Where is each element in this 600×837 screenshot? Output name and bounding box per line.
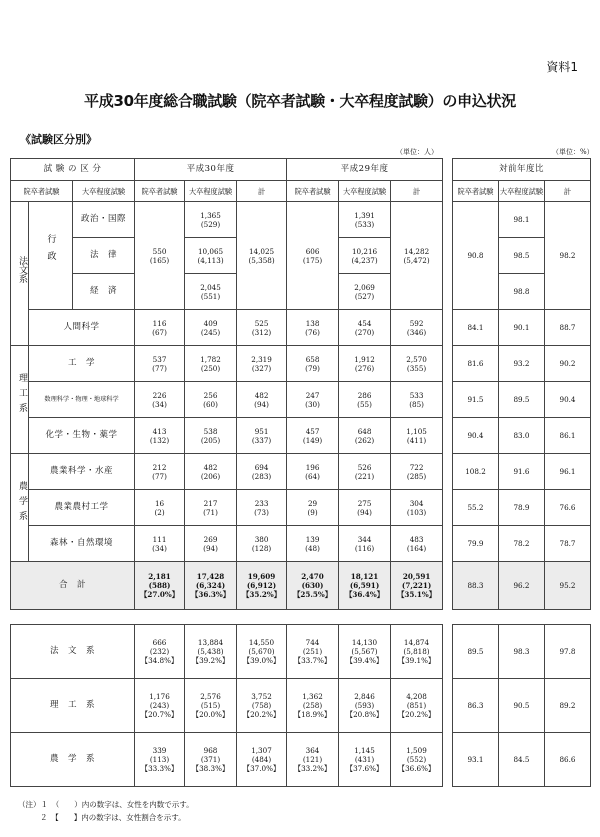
row-label-agr-sum: 農 学 系 bbox=[11, 733, 135, 787]
ratio-total-g: 88.3 bbox=[453, 562, 499, 610]
ratio-suri-g: 91.5 bbox=[453, 382, 499, 418]
ratio-table bbox=[452, 158, 591, 610]
group-label-gyosei-text: 行政 bbox=[45, 234, 56, 268]
cell-nogyo-u29: 526 (221) bbox=[339, 454, 391, 490]
cell-nogyo-t29: 722 (285) bbox=[391, 454, 443, 490]
ratio-nogyo-t: 96.1 bbox=[545, 454, 591, 490]
ratio-sci-sum-t: 89.2 bbox=[545, 679, 591, 733]
cell-ningen-g30: 116 (67) bbox=[135, 310, 185, 346]
cell-total-u30: 17,428 (6,324) 【36.3%】 bbox=[185, 562, 237, 610]
group-label-agr bbox=[11, 454, 29, 562]
cell-kagaku-t30: 951 (337) bbox=[237, 418, 287, 454]
ratio-kogaku-g: 81.6 bbox=[453, 346, 499, 382]
group-label-sci-text: 理工系 bbox=[17, 372, 27, 418]
cell-nogyo-t30: 694 (283) bbox=[237, 454, 287, 490]
h30-grad-header: 院卒者試験 bbox=[135, 181, 185, 202]
cell-agr-sum-u30: 968 (371) 【38.3%】 bbox=[185, 733, 237, 787]
cell-law-sum-u30: 13,884 (5,438) 【39.2%】 bbox=[185, 625, 237, 679]
cell-gyosei-t29: 14,282 (5,472) bbox=[391, 202, 443, 310]
row-label-law-sum: 法 文 系 bbox=[11, 625, 135, 679]
cell-kogaku-g29: 658 (79) bbox=[287, 346, 339, 382]
h29-header: 平成29年度 bbox=[287, 159, 443, 181]
cell-kogaku-t29: 2,570 (355) bbox=[391, 346, 443, 382]
cell-shinrin-t30: 380 (128) bbox=[237, 526, 287, 562]
cell-gyosei-g30: 550 (165) bbox=[135, 202, 185, 310]
h29-total-header: 計 bbox=[391, 181, 443, 202]
ratio-shinrin-g: 79.9 bbox=[453, 526, 499, 562]
ratio-total-t: 95.2 bbox=[545, 562, 591, 610]
ratio-ningen-u: 90.1 bbox=[499, 310, 545, 346]
row-label-suri: 数理科学・物理・地球科学 bbox=[29, 382, 135, 418]
cell-seiji-u29: 1,391 (533) bbox=[339, 202, 391, 238]
cell-keizai-u30: 2,045 (551) bbox=[185, 274, 237, 310]
ratio-total-header: 計 bbox=[545, 181, 591, 202]
page-title: 平成30年度総合職試験（院卒者試験・大卒程度試験）の申込状況 bbox=[84, 92, 516, 110]
univ-subheader: 大卒程度試験 bbox=[73, 181, 135, 202]
row-label-shinrin: 森林・自然環境 bbox=[29, 526, 135, 562]
cell-nogyo-g29: 196 (64) bbox=[287, 454, 339, 490]
cell-nogyo-u30: 482 (206) bbox=[185, 454, 237, 490]
h30-header: 平成30年度 bbox=[135, 159, 287, 181]
cell-shinrin-g30: 111 (34) bbox=[135, 526, 185, 562]
cell-law-sum-t30: 14,550 (5,670) 【39.0%】 bbox=[237, 625, 287, 679]
row-label-horitsu: 法 律 bbox=[73, 238, 135, 274]
cell-kogaku-u30: 1,782 (250) bbox=[185, 346, 237, 382]
cell-agr-sum-g29: 364 (121) 【33.2%】 bbox=[287, 733, 339, 787]
unit-people-label: （単位：人） bbox=[396, 148, 438, 156]
ratio-noko-t: 76.6 bbox=[545, 490, 591, 526]
summary-ratio-table bbox=[452, 624, 591, 787]
cell-ningen-t30: 525 (312) bbox=[237, 310, 287, 346]
ratio-grad-header: 院卒者試験 bbox=[453, 181, 499, 202]
division-header: 試 験 の 区 分 bbox=[11, 159, 135, 181]
group-label-law-text: 法文系 bbox=[17, 255, 27, 283]
cell-shinrin-u29: 344 (116) bbox=[339, 526, 391, 562]
cell-horitsu-u29: 10,216 (4,237) bbox=[339, 238, 391, 274]
cell-total-t30: 19,609 (6,912) 【35.2%】 bbox=[237, 562, 287, 610]
cell-nogyo-g30: 212 (77) bbox=[135, 454, 185, 490]
ratio-law-sum-t: 97.8 bbox=[545, 625, 591, 679]
cell-suri-g29: 247 (30) bbox=[287, 382, 339, 418]
ratio-total-u: 96.2 bbox=[499, 562, 545, 610]
ratio-shinrin-u: 78.2 bbox=[499, 526, 545, 562]
ratio-kagaku-g: 90.4 bbox=[453, 418, 499, 454]
cell-suri-u30: 256 (60) bbox=[185, 382, 237, 418]
ratio-suri-u: 89.5 bbox=[499, 382, 545, 418]
cell-kagaku-g30: 413 (132) bbox=[135, 418, 185, 454]
ratio-law-sum-g: 89.5 bbox=[453, 625, 499, 679]
cell-kagaku-g29: 457 (149) bbox=[287, 418, 339, 454]
cell-shinrin-u30: 269 (94) bbox=[185, 526, 237, 562]
cell-sci-sum-g29: 1,362 (258) 【18.9%】 bbox=[287, 679, 339, 733]
cell-shinrin-t29: 483 (164) bbox=[391, 526, 443, 562]
cell-noko-u30: 217 (71) bbox=[185, 490, 237, 526]
cell-law-sum-g29: 744 (251) 【33.7%】 bbox=[287, 625, 339, 679]
cell-noko-g30: 16 (2) bbox=[135, 490, 185, 526]
ratio-kagaku-u: 83.0 bbox=[499, 418, 545, 454]
row-label-seiji: 政治・国際 bbox=[73, 202, 135, 238]
section-subtitle: 《試験区分別》 bbox=[20, 133, 97, 146]
cell-seiji-u30: 1,365 (529) bbox=[185, 202, 237, 238]
row-label-noko: 農業農村工学 bbox=[29, 490, 135, 526]
group-label-agr-text: 農学系 bbox=[17, 480, 27, 526]
cell-suri-t30: 482 (94) bbox=[237, 382, 287, 418]
h30-total-header: 計 bbox=[237, 181, 287, 202]
cell-noko-u29: 275 (94) bbox=[339, 490, 391, 526]
ratio-noko-g: 55.2 bbox=[453, 490, 499, 526]
ratio-law-sum-u: 98.3 bbox=[499, 625, 545, 679]
document-reference: 資料1 bbox=[546, 60, 578, 74]
cell-ningen-t29: 592 (346) bbox=[391, 310, 443, 346]
ratio-suri-t: 90.4 bbox=[545, 382, 591, 418]
cell-sci-sum-u29: 2,846 (593) 【20.8%】 bbox=[339, 679, 391, 733]
cell-sci-sum-t29: 4,208 (851) 【20.2%】 bbox=[391, 679, 443, 733]
cell-sci-sum-u30: 2,576 (515) 【20.0%】 bbox=[185, 679, 237, 733]
cell-suri-u29: 286 (55) bbox=[339, 382, 391, 418]
cell-noko-t29: 304 (103) bbox=[391, 490, 443, 526]
ratio-kogaku-t: 90.2 bbox=[545, 346, 591, 382]
cell-kagaku-u29: 648 (262) bbox=[339, 418, 391, 454]
row-label-total: 合 計 bbox=[11, 562, 135, 610]
cell-horitsu-u30: 10,065 (4,113) bbox=[185, 238, 237, 274]
cell-kagaku-u30: 538 (205) bbox=[185, 418, 237, 454]
applications-table bbox=[10, 158, 443, 610]
row-label-sci-sum: 理 工 系 bbox=[11, 679, 135, 733]
grad-subheader: 院卒者試験 bbox=[11, 181, 73, 202]
cell-ningen-g29: 138 (76) bbox=[287, 310, 339, 346]
ratio-kagaku-t: 86.1 bbox=[545, 418, 591, 454]
cell-sci-sum-g30: 1,176 (243) 【20.7%】 bbox=[135, 679, 185, 733]
cell-noko-t30: 233 (73) bbox=[237, 490, 287, 526]
footnote-1: （注）１ （ ）内の数字は、女性を内数で示す。 bbox=[18, 800, 194, 809]
cell-total-t29: 20,591 (7,221) 【35.1%】 bbox=[391, 562, 443, 610]
row-label-nogyo: 農業科学・水産 bbox=[29, 454, 135, 490]
h30-univ-header: 大卒程度試験 bbox=[185, 181, 237, 202]
ratio-univ-header: 大卒程度試験 bbox=[499, 181, 545, 202]
ratio-noko-u: 78.9 bbox=[499, 490, 545, 526]
cell-suri-t29: 533 (85) bbox=[391, 382, 443, 418]
cell-total-g30: 2,181 (588) 【27.0%】 bbox=[135, 562, 185, 610]
h29-grad-header: 院卒者試験 bbox=[287, 181, 339, 202]
cell-agr-sum-t29: 1,509 (552) 【36.6%】 bbox=[391, 733, 443, 787]
ratio-seiji-u: 98.1 bbox=[499, 202, 545, 238]
cell-agr-sum-u29: 1,145 (431) 【37.6%】 bbox=[339, 733, 391, 787]
ratio-agr-sum-u: 84.5 bbox=[499, 733, 545, 787]
group-label-gyosei bbox=[29, 202, 73, 310]
row-label-kagaku: 化学・生物・薬学 bbox=[29, 418, 135, 454]
cell-kagaku-t29: 1,105 (411) bbox=[391, 418, 443, 454]
ratio-sci-sum-g: 86.3 bbox=[453, 679, 499, 733]
unit-percent-label: （単位：%） bbox=[552, 148, 594, 156]
group-label-law bbox=[11, 202, 29, 346]
ratio-gyosei-g: 90.8 bbox=[453, 202, 499, 310]
ratio-header: 対前年度比 bbox=[453, 159, 591, 181]
ratio-ningen-t: 88.7 bbox=[545, 310, 591, 346]
ratio-nogyo-u: 91.6 bbox=[499, 454, 545, 490]
ratio-ningen-g: 84.1 bbox=[453, 310, 499, 346]
row-label-keizai: 経 済 bbox=[73, 274, 135, 310]
ratio-agr-sum-g: 93.1 bbox=[453, 733, 499, 787]
group-label-sci bbox=[11, 346, 29, 454]
h29-univ-header: 大卒程度試験 bbox=[339, 181, 391, 202]
cell-kogaku-t30: 2,319 (327) bbox=[237, 346, 287, 382]
summary-table bbox=[10, 624, 443, 787]
cell-total-u29: 18,121 (6,591) 【36.4%】 bbox=[339, 562, 391, 610]
cell-law-sum-u29: 14,130 (5,567) 【39.4%】 bbox=[339, 625, 391, 679]
cell-agr-sum-t30: 1,307 (484) 【37.0%】 bbox=[237, 733, 287, 787]
ratio-gyosei-t: 98.2 bbox=[545, 202, 591, 310]
ratio-nogyo-g: 108.2 bbox=[453, 454, 499, 490]
ratio-sci-sum-u: 90.5 bbox=[499, 679, 545, 733]
cell-ningen-u29: 454 (270) bbox=[339, 310, 391, 346]
ratio-keizai-u: 98.8 bbox=[499, 274, 545, 310]
cell-kogaku-u29: 1,912 (276) bbox=[339, 346, 391, 382]
ratio-horitsu-u: 98.5 bbox=[499, 238, 545, 274]
cell-gyosei-g29: 606 (175) bbox=[287, 202, 339, 310]
cell-law-sum-g30: 666 (232) 【34.8%】 bbox=[135, 625, 185, 679]
cell-gyosei-t30: 14,025 (5,358) bbox=[237, 202, 287, 310]
cell-sci-sum-t30: 3,752 (758) 【20.2%】 bbox=[237, 679, 287, 733]
footnote-2: ２ 【 】内の数字は、女性割合を示す。 bbox=[40, 813, 186, 822]
ratio-kogaku-u: 93.2 bbox=[499, 346, 545, 382]
cell-noko-g29: 29 (9) bbox=[287, 490, 339, 526]
cell-agr-sum-g30: 339 (113) 【33.3%】 bbox=[135, 733, 185, 787]
cell-suri-g30: 226 (34) bbox=[135, 382, 185, 418]
cell-ningen-u30: 409 (245) bbox=[185, 310, 237, 346]
cell-keizai-u29: 2,069 (527) bbox=[339, 274, 391, 310]
row-label-kogaku: 工 学 bbox=[29, 346, 135, 382]
cell-law-sum-t29: 14,874 (5,818) 【39.1%】 bbox=[391, 625, 443, 679]
row-label-ningen: 人間科学 bbox=[29, 310, 135, 346]
cell-shinrin-g29: 139 (48) bbox=[287, 526, 339, 562]
cell-kogaku-g30: 537 (77) bbox=[135, 346, 185, 382]
cell-total-g29: 2,470 (630) 【25.5%】 bbox=[287, 562, 339, 610]
ratio-agr-sum-t: 86.6 bbox=[545, 733, 591, 787]
ratio-shinrin-t: 78.7 bbox=[545, 526, 591, 562]
